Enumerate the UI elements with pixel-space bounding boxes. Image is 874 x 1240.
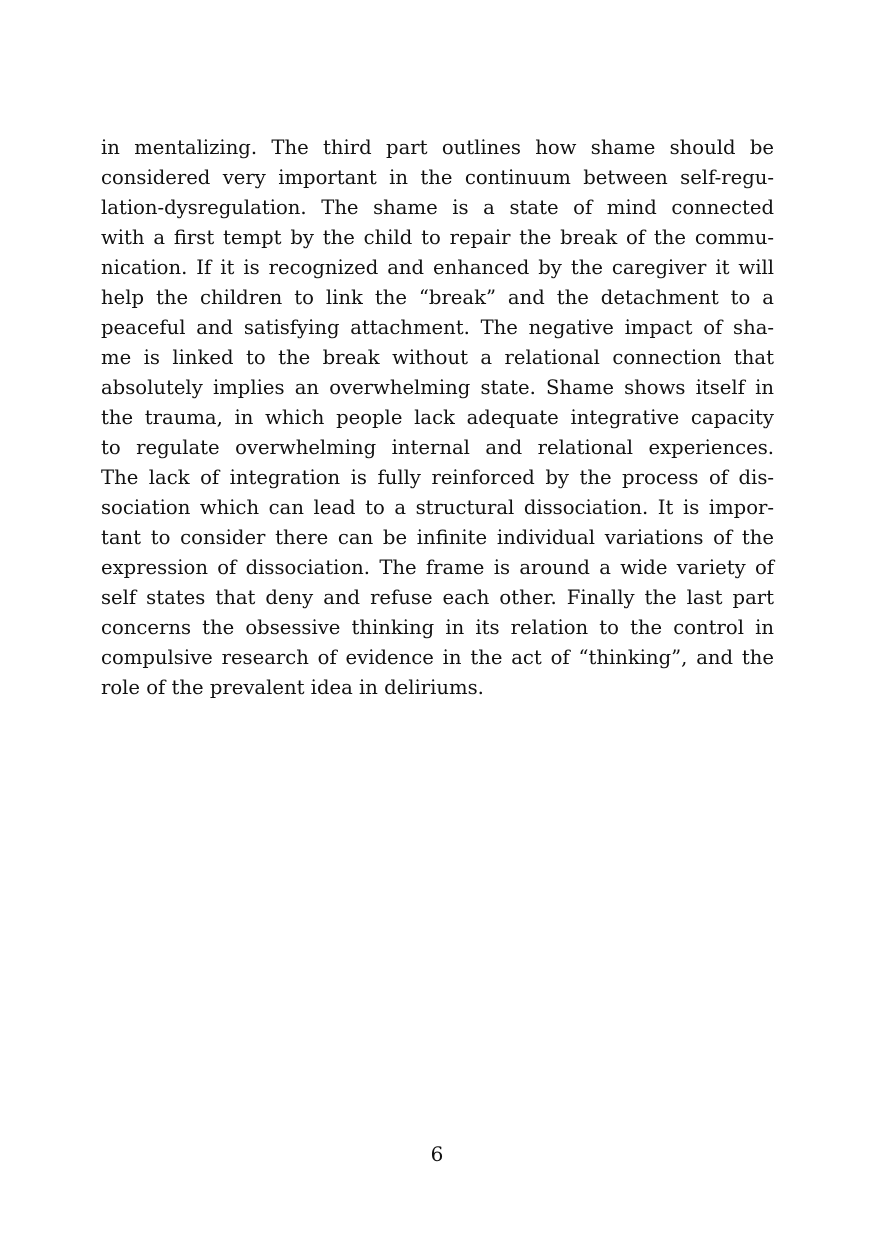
text-line: nication. If it is recognized and enhanced by the caregiver it will <box>101 256 774 279</box>
text-line: tant to consider there can be infinite individual variations of the <box>101 526 774 549</box>
text-line: considered very important in the continuum between self-regu- <box>101 166 774 189</box>
text-line: The lack of integration is fully reinforced by the process of dis- <box>101 466 774 489</box>
text-line: me is linked to the break without a relational connection that <box>101 346 774 369</box>
text-line: self states that deny and refuse each other. Finally the last part <box>101 586 774 609</box>
text-line: with a first tempt by the child to repair the break of the commu- <box>101 226 774 249</box>
text-line: peaceful and satisfying attachment. The negative impact of sha- <box>101 316 774 339</box>
text-line: the trauma, in which people lack adequate integrative capacity <box>101 406 774 429</box>
text-line: compulsive research of evidence in the act of “thinking”, and the <box>101 646 774 669</box>
text-line: sociation which can lead to a structural dissociation. It is impor- <box>101 496 774 519</box>
text-line: expression of dissociation. The frame is around a wide variety of <box>101 556 774 579</box>
text-line: absolutely implies an overwhelming state. Shame shows itself in <box>101 376 774 399</box>
text-line: lation-dysregulation. The shame is a state of mind connected <box>101 196 774 219</box>
text-line: in mentalizing. The third part outlines how shame should be <box>101 136 774 159</box>
page-number: 6 <box>430 1142 444 1166</box>
body-paragraph <box>101 133 774 703</box>
text-line: concerns the obsessive thinking in its relation to the control in <box>101 616 774 639</box>
text-line: to regulate overwhelming internal and relational experiences. <box>101 436 774 459</box>
text-line: help the children to link the “break” and the detachment to a <box>101 286 774 309</box>
text-line: role of the prevalent idea in deliriums. <box>101 676 484 699</box>
